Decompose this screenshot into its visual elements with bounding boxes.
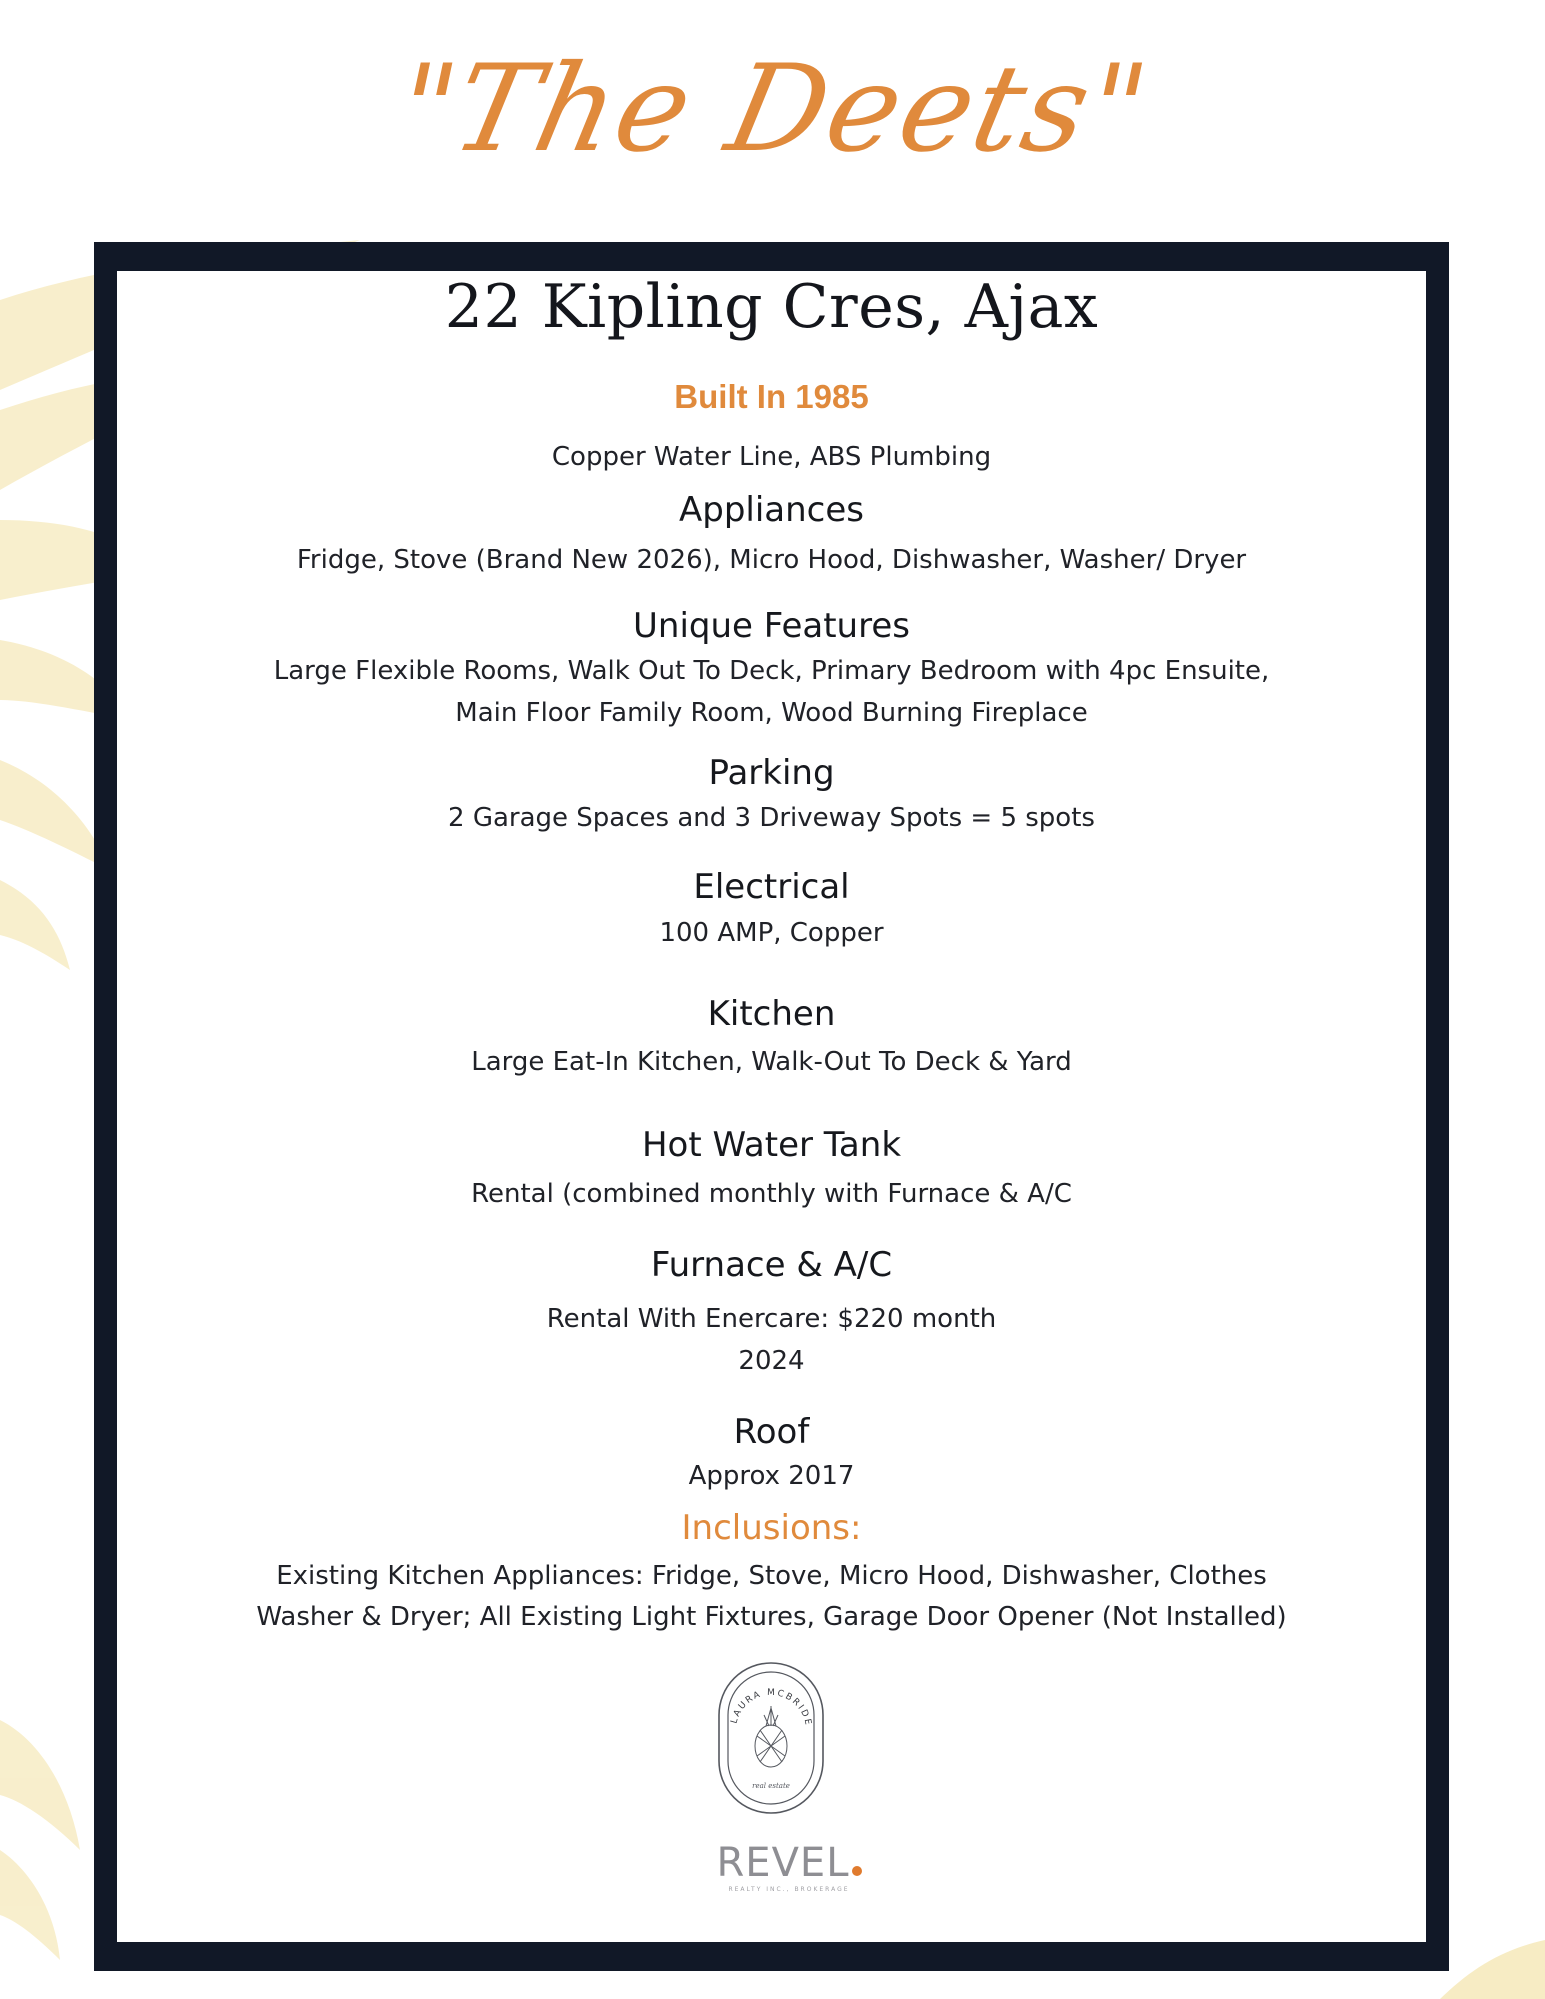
unique-features-line-1: Large Flexible Rooms, Walk Out To Deck, Primary Bedroom with 4pc Ensuite,	[273, 656, 1270, 686]
palm-leaf-decoration-right	[1440, 1930, 1545, 1999]
property-address: 22 Kipling Cres, Ajax	[444, 272, 1099, 342]
appliances-text: Fridge, Stove (Brand New 2026), Micro Hood, Dishwasher, Washer/ Dryer	[296, 545, 1247, 575]
script-title: "The Deets"	[384, 40, 1161, 179]
electrical-heading: Electrical	[693, 867, 850, 907]
unique-features-line-2: Main Floor Family Room, Wood Burning Fireplace	[455, 698, 1088, 728]
electrical-text: 100 AMP, Copper	[659, 918, 884, 948]
pineapple-icon	[755, 1706, 787, 1767]
brokerage-name: REVEL	[716, 1840, 850, 1886]
badge-arc-text: LAURA MCBRIDE	[729, 1687, 813, 1728]
hot-water-tank-heading: Hot Water Tank	[641, 1125, 902, 1165]
roof-text: Approx 2017	[688, 1461, 855, 1491]
unique-features-heading: Unique Features	[633, 606, 910, 646]
inclusions-line-2: Washer & Dryer; All Existing Light Fixtures, Garage Door Opener (Not Installed)	[256, 1602, 1287, 1632]
parking-text: 2 Garage Spaces and 3 Driveway Spots = 5 spots	[448, 803, 1095, 833]
appliances-heading: Appliances	[678, 490, 865, 530]
inclusions-heading: Inclusions:	[681, 1508, 862, 1548]
kitchen-text: Large Eat-In Kitchen, Walk-Out To Deck & Yard	[471, 1047, 1072, 1077]
furnace-heading: Furnace & A/C	[650, 1245, 893, 1285]
hot-water-tank-text: Rental (combined monthly with Furnace & A/C	[471, 1179, 1072, 1209]
brokerage-logo	[709, 1840, 869, 1900]
parking-heading: Parking	[708, 753, 835, 793]
plumbing-text: Copper Water Line, ABS Plumbing	[551, 442, 992, 472]
year-built: Built In 1985	[674, 378, 869, 415]
agent-badge-logo	[716, 1660, 826, 1816]
inclusions-line-1: Existing Kitchen Appliances: Fridge, Stove, Micro Hood, Dishwasher, Clothes	[276, 1561, 1267, 1591]
roof-heading: Roof	[733, 1412, 810, 1452]
brokerage-dot-icon	[852, 1866, 862, 1876]
furnace-line-1: Rental With Enercare: $220 month	[546, 1304, 997, 1334]
kitchen-heading: Kitchen	[707, 994, 836, 1034]
furnace-line-2: 2024	[738, 1346, 805, 1376]
badge-sub-text: real estate	[752, 1782, 790, 1790]
brokerage-subtitle: REALTY INC., BROKERAGE	[728, 1886, 850, 1893]
